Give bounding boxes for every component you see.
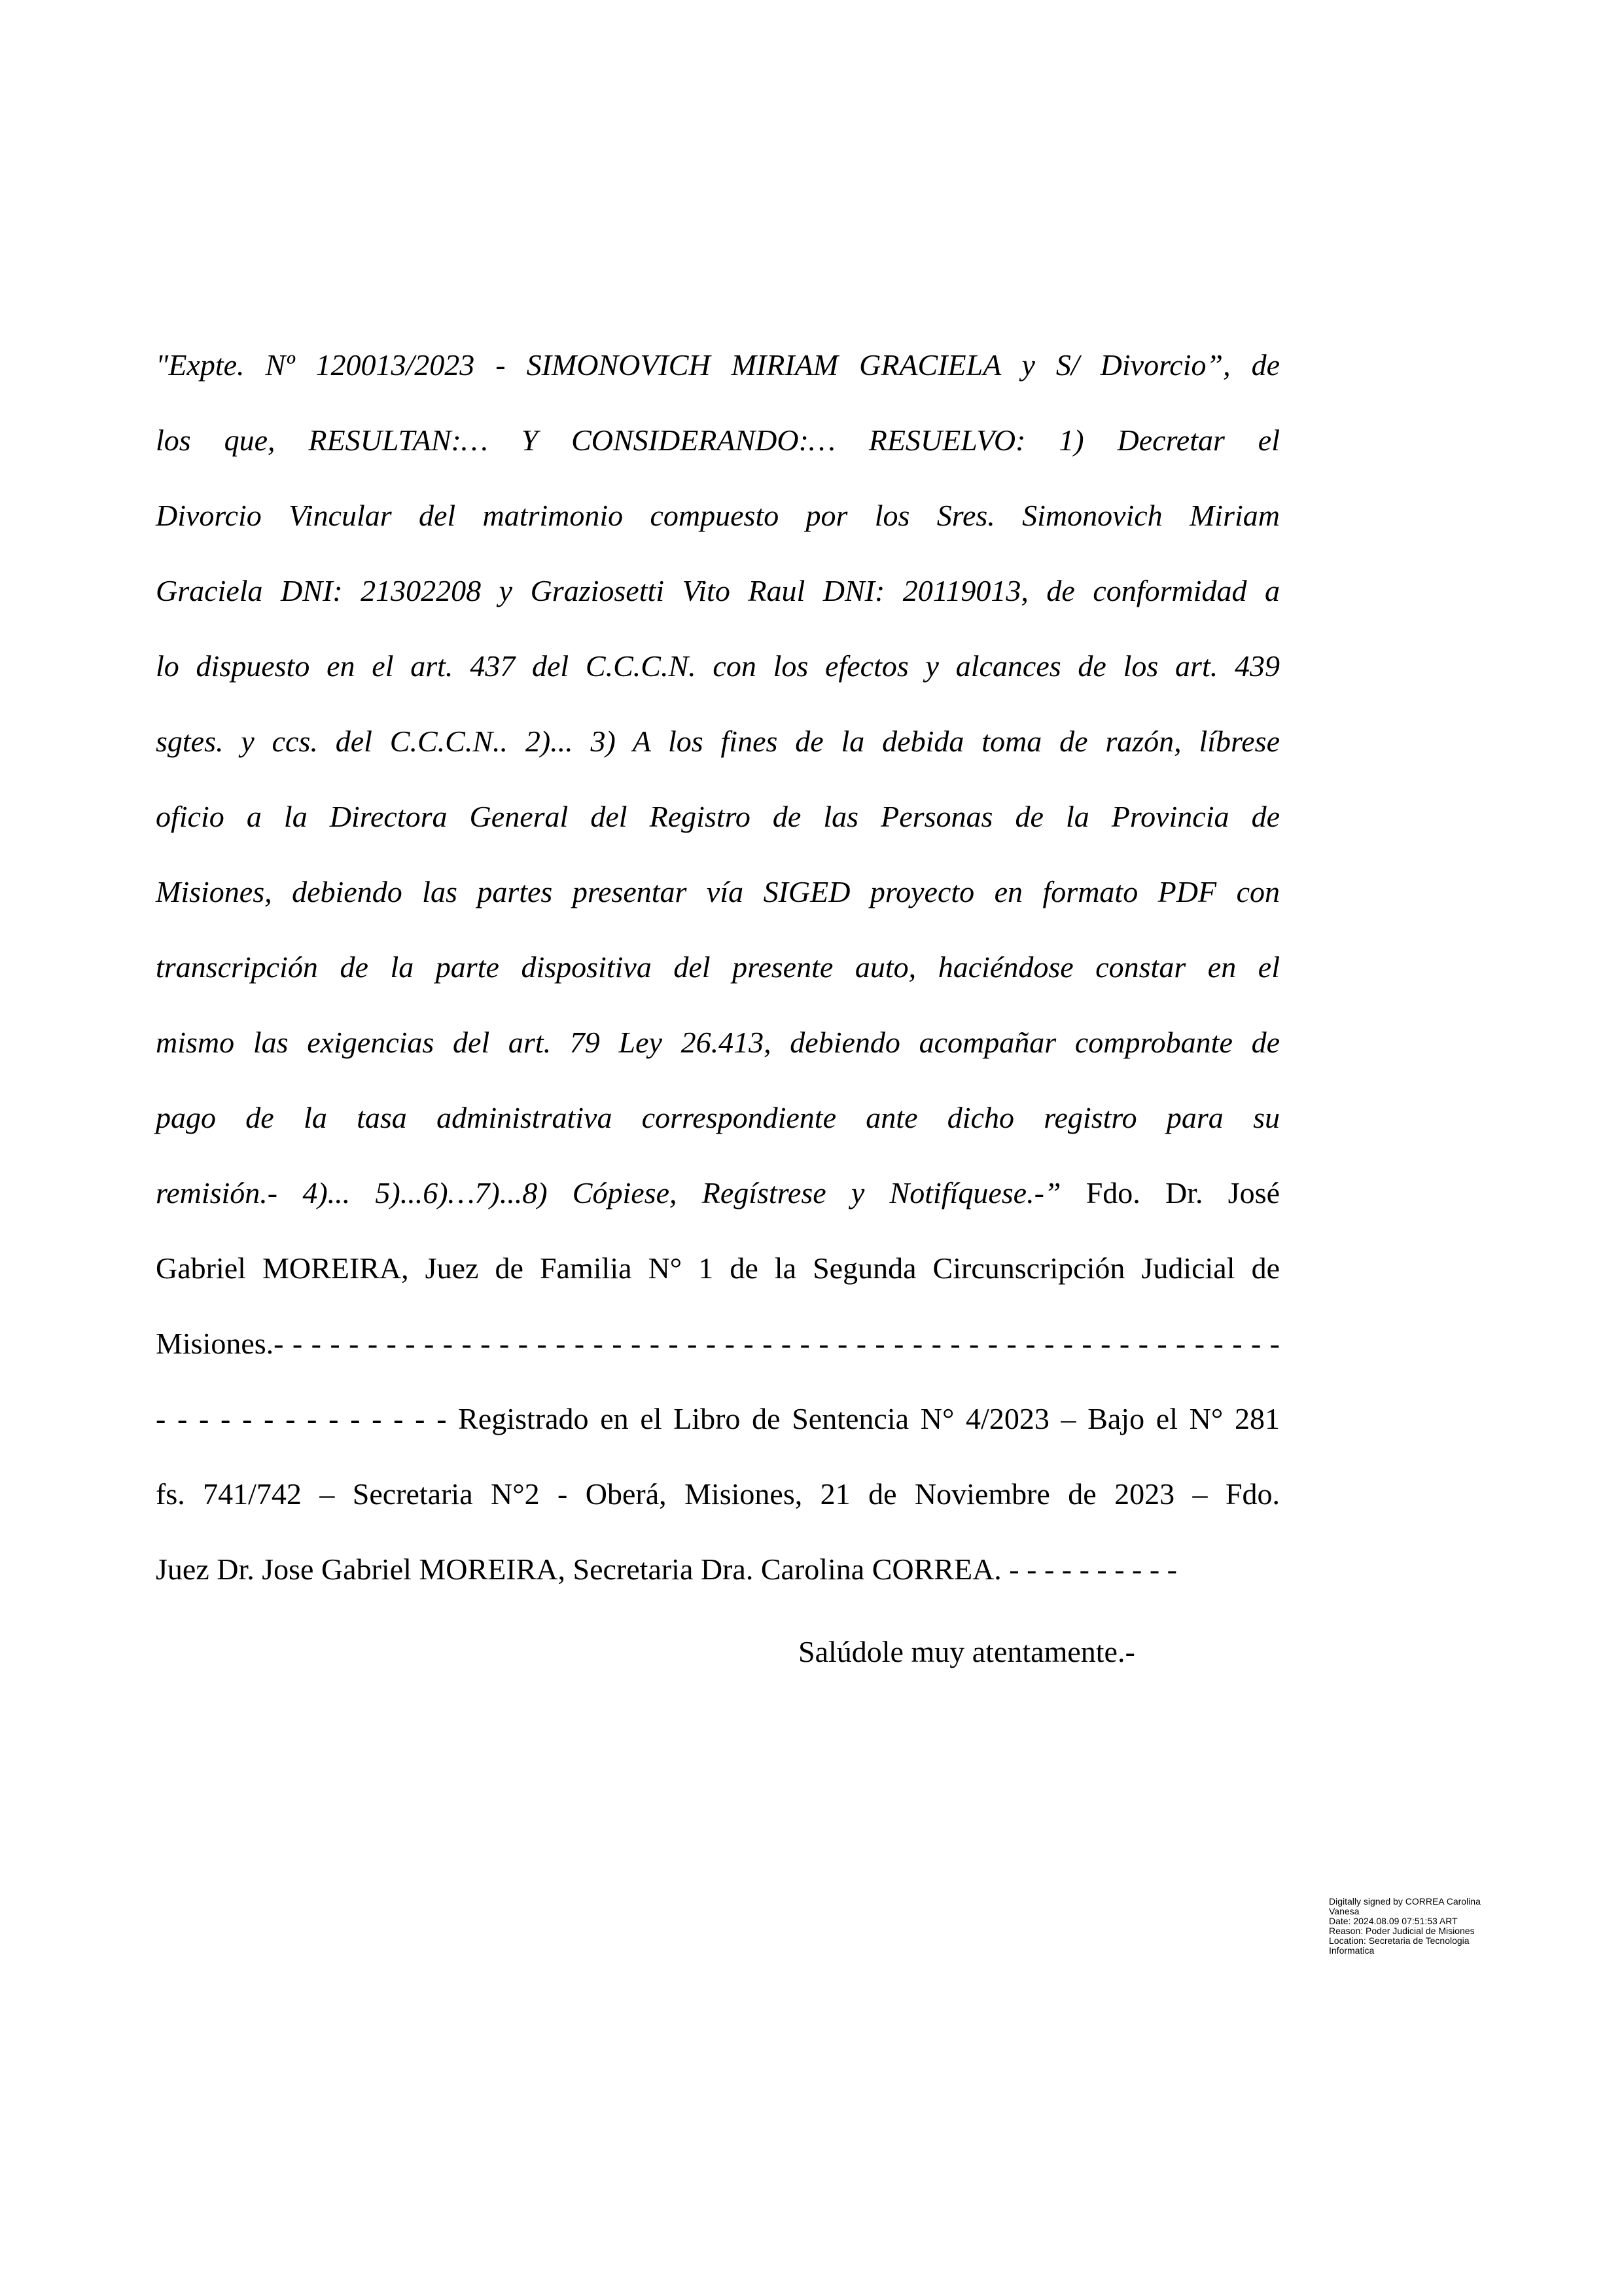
body-line-14: Misiones.- - - - - - - - - - - - - - - - - - - - - - - - - - - - - - - - - - - - - - - - - - - - - - - - - - - - - - bbox=[156, 1327, 1280, 1360]
body-line-10: mismo las exigencias del art. 79 Ley 26.413, debiendo acompañar comprobante de bbox=[156, 1026, 1280, 1059]
body-line-5: lo dispuesto en el art. 437 del C.C.C.N. con los efectos y alcances de los art. 439 bbox=[156, 649, 1280, 683]
signature-line-3: Date: 2024.08.09 07:51:53 ART bbox=[1329, 1916, 1458, 1926]
body-line-1: "Expte. Nº 120013/2023 - SIMONOVICH MIRIAM GRACIELA y S/ Divorcio”, de bbox=[156, 348, 1280, 382]
body-line-11: pago de la tasa administrativa correspondiente ante dicho registro para su bbox=[156, 1101, 1280, 1134]
signature-line-2: Vanesa bbox=[1329, 1906, 1360, 1916]
body-line-15: - - - - - - - - - - - - - - Registrado en el Libro de Sentencia N° 4/2023 – Bajo el N° 281 bbox=[156, 1402, 1280, 1435]
closing-salutation: Salúdole muy atentamente.- bbox=[798, 1635, 1135, 1668]
body-line-8: Misiones, debiendo las partes presentar vía SIGED proyecto en formato PDF con bbox=[156, 875, 1280, 908]
body-line-13: Gabriel MOREIRA, Juez de Familia N° 1 de la Segunda Circunscripción Judicial de bbox=[156, 1251, 1280, 1285]
body-line-3: Divorcio Vincular del matrimonio compuesto por los Sres. Simonovich Miriam bbox=[156, 499, 1280, 532]
signature-line-1: Digitally signed by CORREA Carolina bbox=[1329, 1896, 1481, 1907]
body-line-16: fs. 741/742 – Secretaria N°2 - Oberá, Misiones, 21 de Noviembre de 2023 – Fdo. bbox=[156, 1477, 1280, 1511]
body-line-12 bbox=[156, 1174, 1280, 1213]
body-line-2: los que, RESULTAN:… Y CONSIDERANDO:… RESUELVO: 1) Decretar el bbox=[156, 423, 1280, 457]
body-line-12-italic: remisión.- 4)... 5)...6)…7)...8) Cópiese, Regístrese y Notifíquese.-” bbox=[156, 1176, 1061, 1210]
signature-line-6: Informatica bbox=[1329, 1945, 1375, 1956]
body-line-17: Juez Dr. Jose Gabriel MOREIRA, Secretaria Dra. Carolina CORREA. - - - - - - - - - - bbox=[156, 1552, 1177, 1586]
body-line-7: oficio a la Directora General del Registro de las Personas de la Provincia de bbox=[156, 800, 1280, 833]
signature-line-5: Location: Secretaria de Tecnologia bbox=[1329, 1935, 1470, 1946]
body-line-4: Graciela DNI: 21302208 y Graziosetti Vito Raul DNI: 20119013, de conformidad a bbox=[156, 574, 1280, 607]
body-line-9: transcripción de la parte dispositiva del presente auto, haciéndose constar en el bbox=[156, 950, 1280, 984]
signature-line-4: Reason: Poder Judicial de Misiones bbox=[1329, 1926, 1475, 1936]
digital-signature-stamp bbox=[1329, 1897, 1525, 1956]
body-line-6: sgtes. y ccs. del C.C.C.N.. 2)... 3) A los fines de la debida toma de razón, líbrese bbox=[156, 725, 1280, 758]
body-line-12-roman: Fdo. Dr. José bbox=[1061, 1176, 1280, 1210]
